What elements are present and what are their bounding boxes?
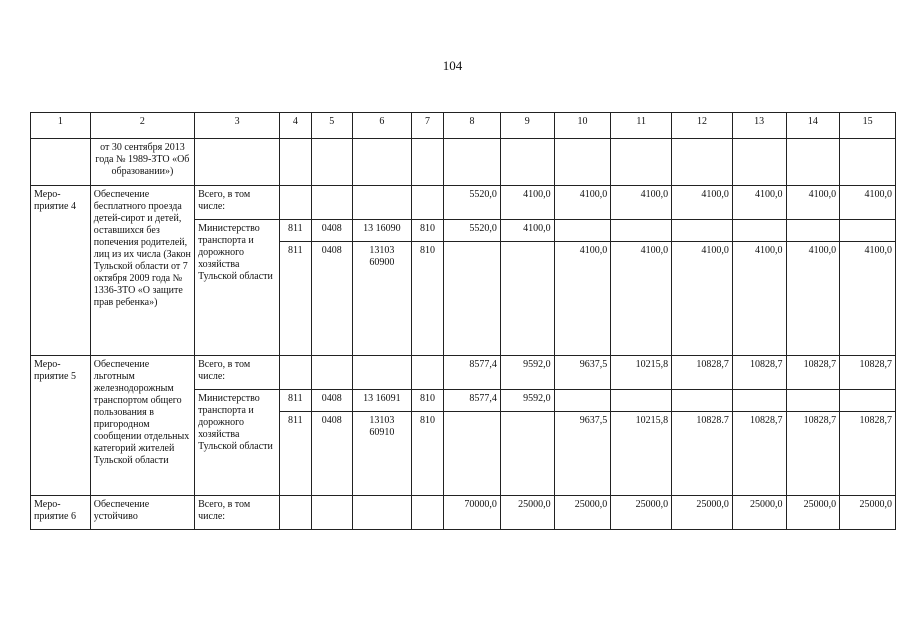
empty-cell (195, 139, 280, 186)
amount-cell: 9592,0 (500, 356, 554, 390)
amount-cell: 4100,0 (732, 242, 786, 356)
amount-cell: 4100,0 (840, 186, 896, 220)
amount-cell: 9637,5 (554, 412, 611, 496)
empty-cell (353, 139, 412, 186)
amount-cell (554, 390, 611, 412)
amount-cell (672, 390, 733, 412)
code-cell: 0408 (311, 242, 353, 356)
header-cell: 5 (311, 113, 353, 139)
budget-table (30, 112, 896, 530)
amount-cell: 9637,5 (554, 356, 611, 390)
empty-cell (732, 139, 786, 186)
table-row (31, 139, 896, 186)
amount-cell: 8577,4 (444, 390, 501, 412)
amount-cell: 4100,0 (554, 186, 611, 220)
code-cell: 13 16091 (353, 390, 412, 412)
amount-cell: 25000,0 (840, 496, 896, 530)
amount-cell: 70000,0 (444, 496, 501, 530)
empty-cell (554, 139, 611, 186)
empty-cell (411, 186, 443, 220)
code-cell: 810 (411, 220, 443, 242)
empty-cell (311, 139, 353, 186)
amount-cell: 4100,0 (500, 220, 554, 242)
amount-cell: 10828,7 (672, 356, 733, 390)
code-cell: 0408 (311, 220, 353, 242)
header-cell: 12 (672, 113, 733, 139)
amount-cell: 5520,0 (444, 220, 501, 242)
amount-cell (840, 220, 896, 242)
amount-cell (611, 220, 672, 242)
measure-name: Меро-приятие 4 (31, 186, 91, 356)
table-row (31, 186, 896, 220)
empty-cell (611, 139, 672, 186)
empty-cell (672, 139, 733, 186)
amount-cell (444, 412, 501, 496)
empty-cell (411, 139, 443, 186)
amount-cell: 4100,0 (611, 242, 672, 356)
ministry-name: Министерство транспорта и дорожного хозяйства Тульской области (195, 220, 280, 356)
code-cell: 0408 (311, 390, 353, 412)
amount-cell: 10828.7 (672, 412, 733, 496)
measure-description: Обеспечение льготным железнодорожным транспортом общего пользования в пригородном сообщении отдельных категорий жителей Тульской области (90, 356, 194, 496)
header-cell: 2 (90, 113, 194, 139)
empty-cell (31, 139, 91, 186)
amount-cell: 10828,7 (840, 412, 896, 496)
amount-cell (444, 242, 501, 356)
code-cell: 0408 (311, 412, 353, 496)
amount-cell (672, 220, 733, 242)
amount-cell: 25000,0 (732, 496, 786, 530)
header-cell: 15 (840, 113, 896, 139)
code-cell: 810 (411, 412, 443, 496)
amount-cell: 8577,4 (444, 356, 501, 390)
total-label: Всего, в том числе: (195, 186, 280, 220)
amount-cell: 10828,7 (786, 356, 840, 390)
total-label: Всего, в том числе: (195, 356, 280, 390)
table-row (31, 496, 896, 530)
amount-cell: 25000,0 (672, 496, 733, 530)
amount-cell: 5520,0 (444, 186, 501, 220)
header-cell: 10 (554, 113, 611, 139)
measure-description: Обеспечение бесплатного проезда детей-сирот и детей, оставшихся без попечения родителей, лиц из их числа (Закон Тульской области от 7 октября 2009 года № 1336-ЗТО «О защите прав ребенка») (90, 186, 194, 356)
empty-cell (280, 356, 311, 390)
amount-cell: 10828,7 (732, 412, 786, 496)
header-cell: 8 (444, 113, 501, 139)
header-cell: 1 (31, 113, 91, 139)
amount-cell: 9592,0 (500, 390, 554, 412)
empty-cell (500, 139, 554, 186)
total-label: Всего, в том числе: (195, 496, 280, 530)
amount-cell: 4100,0 (732, 186, 786, 220)
amount-cell (500, 412, 554, 496)
amount-cell: 4100,0 (786, 242, 840, 356)
ministry-name: Министерство транспорта и дорожного хозяйства Тульской области (195, 390, 280, 496)
empty-cell (411, 356, 443, 390)
header-row (31, 113, 896, 139)
empty-cell (311, 496, 353, 530)
amount-cell: 4100,0 (786, 186, 840, 220)
amount-cell (840, 390, 896, 412)
amount-cell: 4100,0 (611, 186, 672, 220)
header-cell: 4 (280, 113, 311, 139)
table-row (31, 356, 896, 390)
amount-cell (611, 390, 672, 412)
amount-cell: 25000,0 (554, 496, 611, 530)
code-cell: 810 (411, 242, 443, 356)
code-cell: 811 (280, 390, 311, 412)
empty-cell (444, 139, 501, 186)
empty-cell (353, 356, 412, 390)
empty-cell (280, 139, 311, 186)
header-cell: 6 (353, 113, 412, 139)
code-cell: 811 (280, 220, 311, 242)
amount-cell (732, 220, 786, 242)
header-cell: 7 (411, 113, 443, 139)
amount-cell: 4100,0 (672, 242, 733, 356)
empty-cell (280, 186, 311, 220)
header-cell: 14 (786, 113, 840, 139)
header-cell: 9 (500, 113, 554, 139)
amount-cell: 25000,0 (611, 496, 672, 530)
amount-cell: 25000,0 (786, 496, 840, 530)
empty-cell (786, 139, 840, 186)
amount-cell (554, 220, 611, 242)
page-number: 104 (442, 58, 463, 73)
empty-cell (280, 496, 311, 530)
empty-cell (411, 496, 443, 530)
header-cell: 3 (195, 113, 280, 139)
measure-description: от 30 сентября 2013 года № 1989-ЗТО «Об образовании») (90, 139, 194, 186)
amount-cell (500, 242, 554, 356)
measure-name: Меро-приятие 6 (31, 496, 91, 530)
amount-cell: 10215,8 (611, 412, 672, 496)
measure-name: Меро-приятие 5 (31, 356, 91, 496)
amount-cell: 4100,0 (500, 186, 554, 220)
amount-cell: 10828,7 (840, 356, 896, 390)
amount-cell: 4100,0 (554, 242, 611, 356)
empty-cell (311, 356, 353, 390)
amount-cell (786, 220, 840, 242)
amount-cell (732, 390, 786, 412)
empty-cell (353, 186, 412, 220)
code-cell: 13 16090 (353, 220, 412, 242)
code-cell: 811 (280, 242, 311, 356)
header-cell: 13 (732, 113, 786, 139)
amount-cell: 4100,0 (672, 186, 733, 220)
amount-cell: 10828,7 (786, 412, 840, 496)
amount-cell: 4100,0 (840, 242, 896, 356)
code-cell: 13103 60900 (353, 242, 412, 356)
header-cell: 11 (611, 113, 672, 139)
empty-cell (353, 496, 412, 530)
amount-cell: 25000,0 (500, 496, 554, 530)
code-cell: 811 (280, 412, 311, 496)
amount-cell: 10828,7 (732, 356, 786, 390)
measure-description: Обеспечение устойчиво (90, 496, 194, 530)
empty-cell (840, 139, 896, 186)
amount-cell (786, 390, 840, 412)
amount-cell: 10215,8 (611, 356, 672, 390)
code-cell: 13103 60910 (353, 412, 412, 496)
code-cell: 810 (411, 390, 443, 412)
empty-cell (311, 186, 353, 220)
